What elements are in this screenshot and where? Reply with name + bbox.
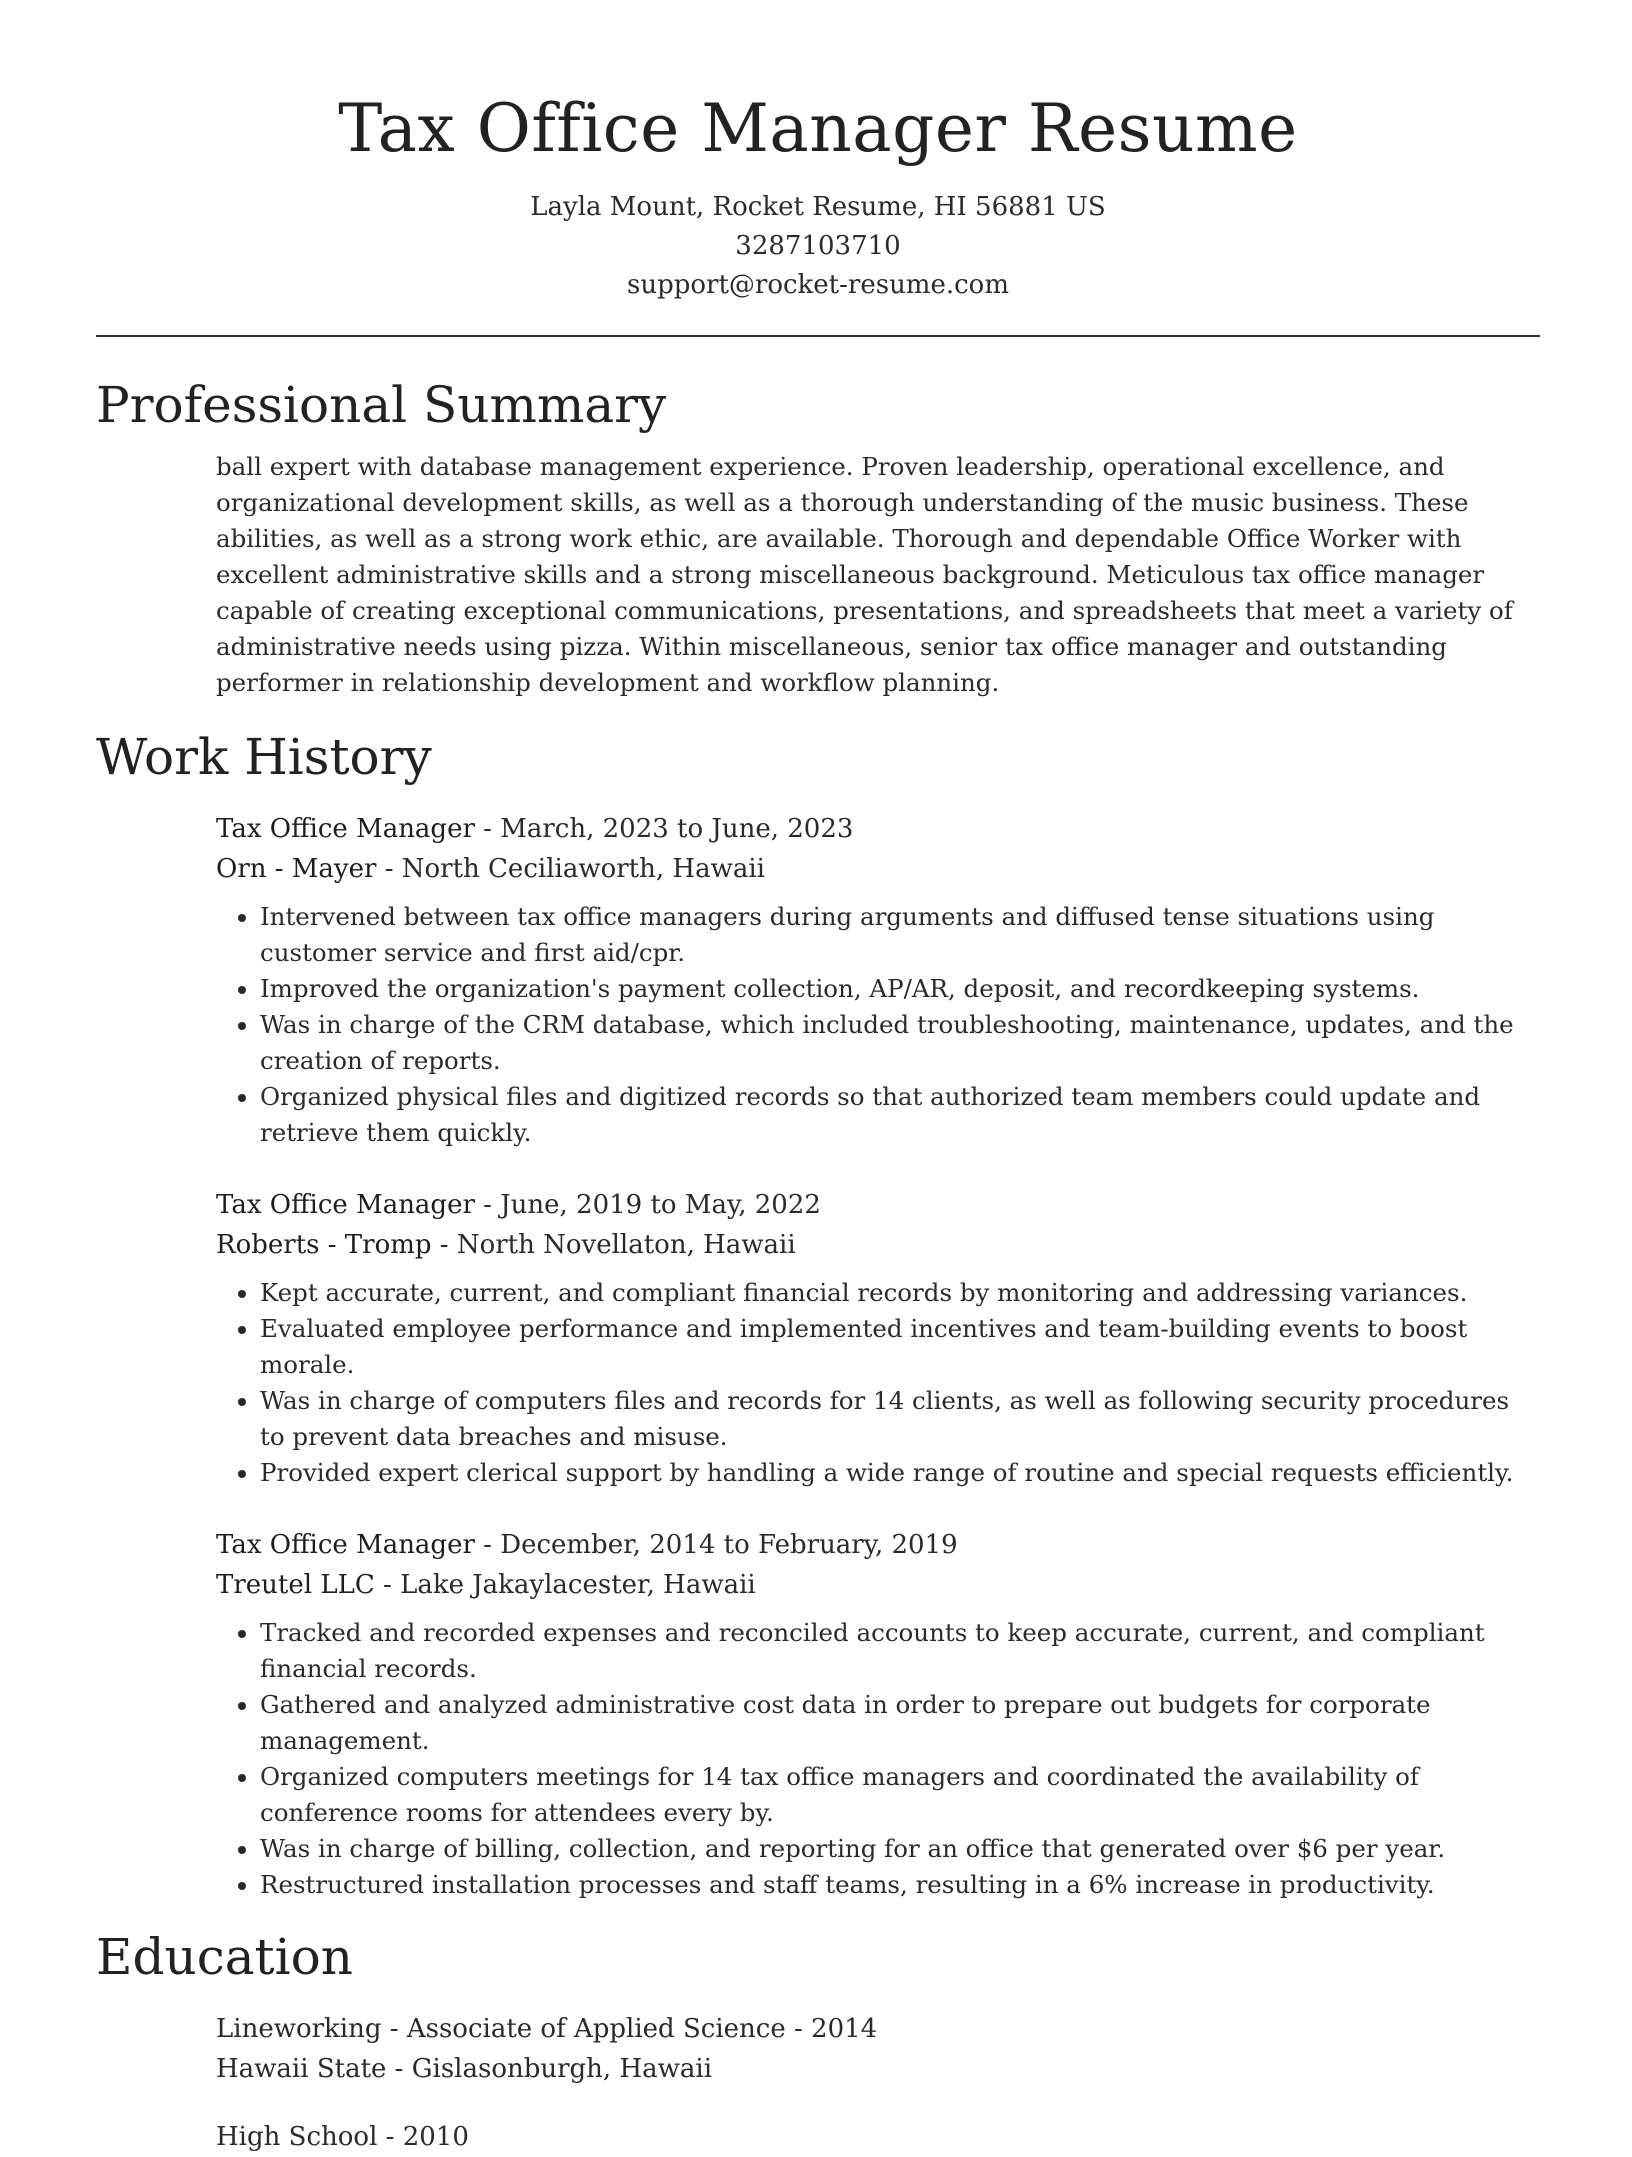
contact-phone: 3287103710: [735, 231, 901, 261]
education-entry: [216, 2117, 1540, 2157]
summary-section: [216, 449, 1540, 701]
job-bullet: • Provided expert clerical support by handling a wide range of routine and special requests efficiently.: [260, 1455, 1540, 1491]
job-bullet: • Tracked and recorded expenses and reconciled accounts to keep accurate, current, and compliant financial records.: [260, 1615, 1540, 1687]
job-bullet: • Was in charge of computers files and records for 14 clients, as well as following security procedures to prevent data breaches and misuse.: [260, 1383, 1540, 1455]
resume-header: [96, 0, 1540, 305]
summary-heading: Professional Summary: [96, 376, 667, 434]
resume-title: Tax Office Manager Resume: [338, 90, 1298, 167]
contact-block: [96, 188, 1540, 305]
job-bullet: • Restructured installation processes and staff teams, resulting in a 6% increase in productivity.: [260, 1867, 1540, 1903]
job-bullets: [216, 1275, 1540, 1491]
job-bullet: • Intervened between tax office managers during arguments and diffused tense situations using customer service and first aid/cpr.: [260, 899, 1540, 971]
header-divider: [96, 335, 1540, 337]
job-bullet: • Evaluated employee performance and implemented incentives and team-building events to boost morale.: [260, 1311, 1540, 1383]
job-dates: - June, 2019 to May, 2022: [474, 1190, 821, 1220]
job-bullet: • Was in charge of billing, collection, and reporting for an office that generated over $6 per year.: [260, 1831, 1540, 1867]
education-section: [216, 2009, 1540, 2157]
job-bullet: • Kept accurate, current, and compliant financial records by monitoring and addressing variances.: [260, 1275, 1540, 1311]
job-title: Tax Office Manager: [216, 1190, 475, 1220]
work-history-heading: Work History: [96, 728, 432, 786]
job-title-line: [216, 1525, 1540, 1565]
education-degree-line: Lineworking - Associate of Applied Science - 2014: [216, 2014, 878, 2044]
job-dates: - March, 2023 to June, 2023: [474, 814, 854, 844]
summary-text: ball expert with database management experience. Proven leadership, operational excellence, and organizational development skills, as well as a thorough understanding of the music business. These abilities, as well as a strong work ethic, are available. Thorough and dependable Office Worker with excellent administrative skills and a strong miscellaneous background. Meticulous tax office manager capable of creating exceptional communications, presentations, and spreadsheets that meet a variety of administrative needs using pizza. Within miscellaneous, senior tax office manager and outstanding performer in relationship development and workflow planning.: [216, 452, 1513, 697]
education-school-line: Hawaii State - Gislasonburgh, Hawaii: [216, 2054, 713, 2084]
contact-email: support@rocket-resume.com: [626, 270, 1009, 300]
education-heading: Education: [96, 1928, 353, 1986]
job-bullets: [216, 1615, 1540, 1903]
job-title: Tax Office Manager: [216, 1530, 475, 1560]
job-bullets: [216, 899, 1540, 1151]
job-location: - Lake Jakaylacester, Hawaii: [374, 1570, 756, 1600]
job-dates: - December, 2014 to February, 2019: [474, 1530, 958, 1560]
education-degree-line: High School - 2010: [216, 2122, 469, 2152]
work-history-section: [216, 809, 1540, 1903]
education-entry: [216, 2009, 1540, 2089]
job-location: - North Ceciliaworth, Hawaii: [376, 854, 765, 884]
job-title-line: [216, 1185, 1540, 1225]
resume-page: [96, 0, 1540, 2157]
job-company-line: [216, 1565, 1540, 1605]
job-company: Roberts - Tromp: [216, 1230, 432, 1260]
job-location: - North Novellaton, Hawaii: [431, 1230, 796, 1260]
job-company-line: [216, 849, 1540, 889]
job-bullet: • Organized physical files and digitized records so that authorized team members could update and retrieve them quickly.: [260, 1079, 1540, 1151]
job-entry: [216, 1525, 1540, 1903]
job-title-line: [216, 809, 1540, 849]
job-bullet: • Was in charge of the CRM database, which included troubleshooting, maintenance, updates, and the creation of reports.: [260, 1007, 1540, 1079]
job-company: Orn - Mayer: [216, 854, 377, 884]
job-bullet: • Gathered and analyzed administrative cost data in order to prepare out budgets for corporate management.: [260, 1687, 1540, 1759]
job-bullet: • Improved the organization's payment collection, AP/AR, deposit, and recordkeeping systems.: [260, 971, 1540, 1007]
job-bullet: • Organized computers meetings for 14 tax office managers and coordinated the availability of conference rooms for attendees every by.: [260, 1759, 1540, 1831]
job-title: Tax Office Manager: [216, 814, 475, 844]
job-company-line: [216, 1225, 1540, 1265]
job-entry: [216, 809, 1540, 1151]
job-entry: [216, 1185, 1540, 1491]
contact-address: Layla Mount, Rocket Resume, HI 56881 US: [530, 192, 1106, 222]
job-company: Treutel LLC: [216, 1570, 375, 1600]
